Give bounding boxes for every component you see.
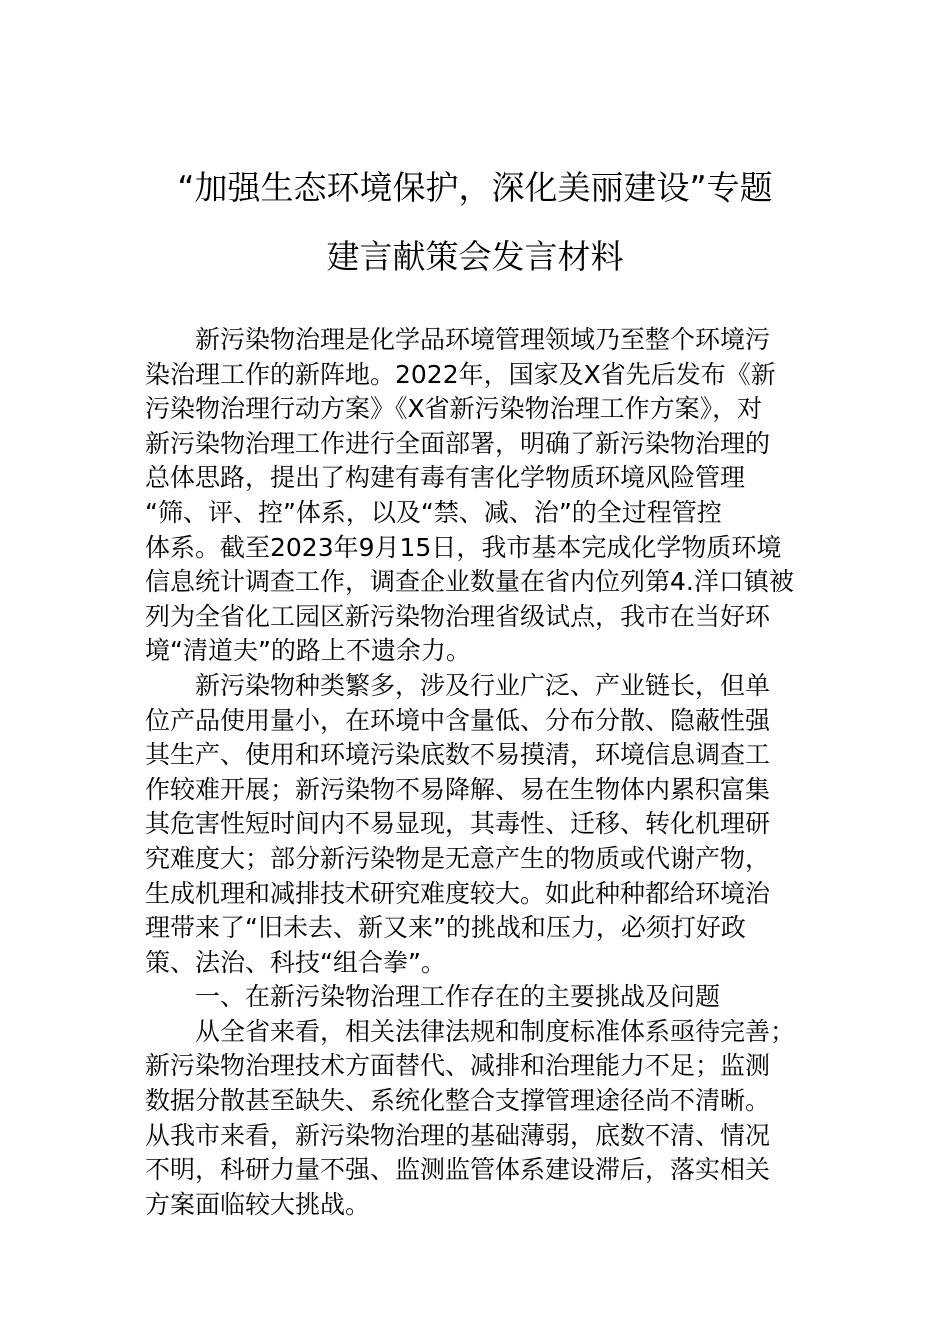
body-text-line: 列为全省化工园区新污染物治理省级试点，我市在当好环: [145, 601, 771, 631]
body-text-line: 其生产、使用和环境污染底数不易摸清，环境信息调查工: [145, 740, 771, 770]
document-title-line-1: “加强生态环境保护，深化美丽建设”专题: [177, 168, 773, 207]
body-text-line: 新污染物治理工作进行全面部署，明确了新污染物治理的: [145, 428, 771, 458]
body-text-line: 其危害性短时间内不易显现，其毒性、迁移、转化机理研: [145, 809, 771, 839]
body-text-line: 总体思路，提出了构建有毒有害化学物质环境风险管理: [145, 463, 746, 493]
body-text-line: 一、在新污染物治理工作存在的主要挑战及问题: [195, 982, 721, 1012]
body-text-line: 从我市来看，新污染物治理的基础薄弱，底数不清、情况: [145, 1120, 771, 1150]
body-text-line: 信息统计调查工作，调查企业数量在省内位列第4.洋口镇被: [145, 567, 794, 597]
body-text-line: 方案面临较大挑战。: [145, 1189, 371, 1219]
body-text-line: 生成机理和减排技术研究难度较大。如此种种都给环境治: [145, 878, 771, 908]
body-text-line: 位产品使用量小，在环境中含量低、分布分散、隐蔽性强: [145, 705, 771, 735]
body-text-line: 染治理工作的新阵地。2022年，国家及X省先后发布《新: [145, 359, 776, 389]
body-text-line: 作较难开展；新污染物不易降解、易在生物体内累积富集: [145, 774, 771, 804]
body-text-line: 不明，科研力量不强、监测监管体系建设滞后，落实相关: [145, 1155, 771, 1185]
body-text-line: 新污染物种类繁多，涉及行业广泛、产业链长，但单: [195, 670, 771, 700]
body-text-line: “筛、评、控”体系，以及“禁、减、治”的全过程管控: [145, 497, 722, 527]
body-text-line: 从全省来看，相关法律法规和制度标准体系亟待完善；: [195, 1016, 796, 1046]
document-title-line-2: 建言献策会发言材料: [326, 237, 624, 276]
body-text-line: 策、法治、科技“组合拳”。: [145, 947, 446, 977]
body-text-line: 理带来了“旧未去、新又来”的挑战和压力，必须打好政: [145, 913, 746, 943]
document-body: [145, 323, 835, 1222]
body-text-line: 新污染物治理是化学品环境管理领域乃至整个环境污: [195, 325, 771, 354]
body-text-line: 究难度大；部分新污染物是无意产生的物质或代谢产物，: [145, 843, 771, 873]
body-text-line: 体系。截至2023年9月15日，我市基本完成化学物质环境: [145, 532, 782, 562]
body-text-line: 新污染物治理技术方面替代、减排和治理能力不足；监测: [145, 1051, 771, 1081]
body-text-line: 污染物治理行动方案》《X省新污染物治理工作方案》，对: [145, 394, 763, 424]
body-text-line: 数据分散甚至缺失、系统化整合支撑管理途径尚不清晰。: [145, 1086, 771, 1116]
body-text-line: 境“清道夫”的路上不遗余力。: [145, 636, 471, 666]
